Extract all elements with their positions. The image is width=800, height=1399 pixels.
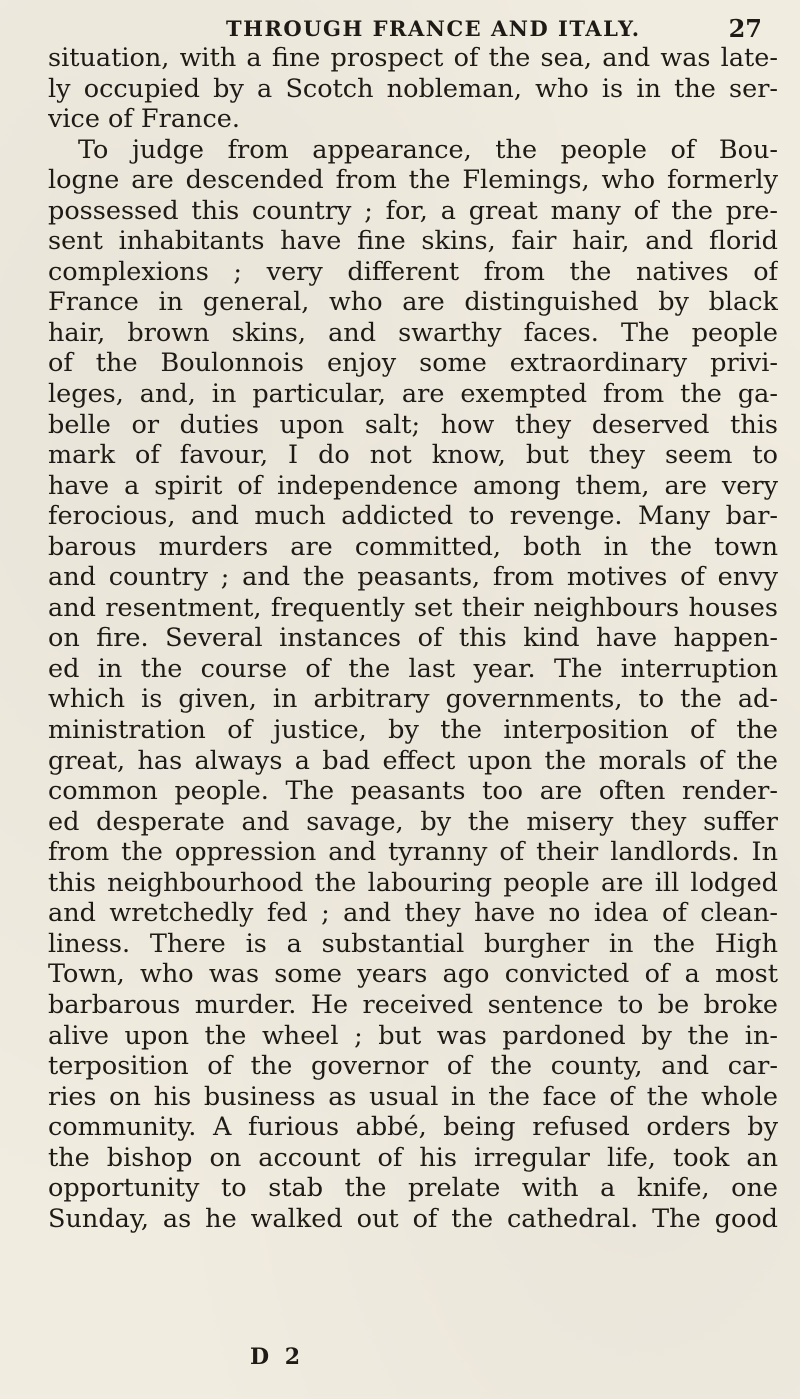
text-line: from the oppression and tyranny of their landlords. In [48, 837, 778, 868]
signature-mark: D 2 [250, 1344, 305, 1370]
text-line: vice of France. [48, 104, 240, 135]
text-line: which is given, in arbitrary governments, to the ad- [48, 684, 778, 715]
text-line: France in general, who are distinguished by black [48, 287, 778, 318]
text-line: ferocious, and much addicted to revenge. Many bar- [48, 501, 778, 532]
text-line: possessed this country ; for, a great many of the pre- [48, 195, 778, 226]
text-line: opportunity to stab the prelate with a knife, one [48, 1173, 778, 1204]
text-line: Town, who was some years ago convicted of a most [48, 959, 778, 990]
text-line: situation, with a fine prospect of the sea, and was late- [48, 43, 778, 73]
body-text [48, 43, 778, 1234]
text-line: Sunday, as he walked out of the cathedral. The good [48, 1203, 778, 1234]
text-line: ly occupied by a Scotch nobleman, who is in the ser- [48, 73, 778, 104]
text-line: alive upon the wheel ; but was pardoned by the in- [48, 1020, 778, 1051]
text-line: and country ; and the peasants, from motives of envy [48, 562, 778, 593]
text-line: community. A furious abbé, being refused orders by [48, 1112, 778, 1143]
text-line: barous murders are committed, both in the town [48, 531, 778, 562]
text-line: the bishop on account of his irregular life, took an [48, 1142, 778, 1173]
text-line: ed in the course of the last year. The interruption [48, 653, 778, 684]
text-line: leges, and, in particular, are exempted from the ga- [48, 379, 778, 410]
text-line: terposition of the governor of the county, and car- [48, 1051, 778, 1082]
text-line: barbarous murder. He received sentence to be broke [48, 989, 778, 1020]
text-line: ed desperate and savage, by the misery they suffer [48, 806, 778, 837]
text-line: and wretchedly fed ; and they have no idea of clean- [48, 898, 778, 929]
text-line: ministration of justice, by the interposition of the [48, 715, 778, 746]
text-line: sent inhabitants have fine skins, fair hair, and florid [48, 226, 778, 257]
page-number: 27 [728, 14, 762, 43]
text-line: belle or duties upon salt; how they deserved this [48, 409, 778, 440]
text-line: of the Boulonnois enjoy some extraordinary privi- [48, 348, 778, 379]
text-line: common people. The peasants too are often render- [48, 776, 778, 807]
text-line: have a spirit of independence among them, are very [48, 470, 778, 501]
text-line: complexions ; very different from the natives of [48, 256, 778, 287]
text-line: this neighbourhood the labouring people are ill lodged [48, 867, 778, 898]
text-line: on fire. Several instances of this kind have happen- [48, 623, 778, 654]
text-line: hair, brown skins, and swarthy faces. The people [48, 317, 778, 348]
text-line: great, has always a bad effect upon the morals of the [48, 745, 778, 776]
text-line: and resentment, frequently set their neighbours houses [48, 592, 778, 623]
text-line: logne are descended from the Flemings, who formerly [48, 165, 778, 196]
running-title: THROUGH FRANCE AND ITALY. [226, 16, 641, 41]
text-line: liness. There is a substantial burgher in the High [48, 928, 778, 959]
text-line: To judge from appearance, the people of Bou- [78, 134, 778, 165]
page-header [196, 14, 768, 44]
text-line: ries on his business as usual in the face of the whole [48, 1081, 778, 1112]
text-line: mark of favour, I do not know, but they seem to [48, 440, 778, 471]
